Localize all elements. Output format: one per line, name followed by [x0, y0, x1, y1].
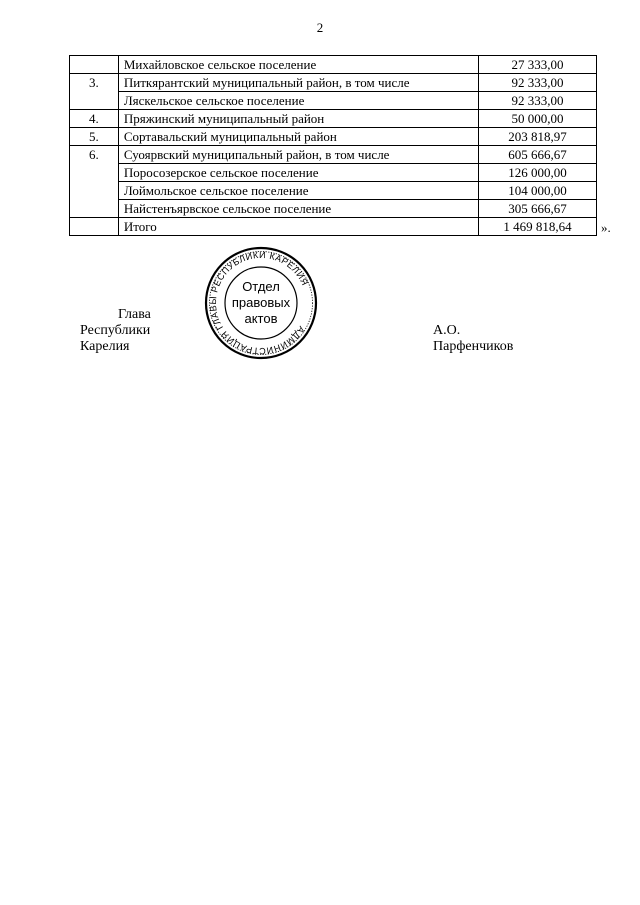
row-amount: 203 818,97: [478, 128, 596, 146]
budget-allocation-table: [69, 55, 597, 236]
row-name: Сортавальский муниципальный район: [118, 128, 478, 146]
row-amount: 305 666,67: [478, 200, 596, 218]
signatory-title-line1: Глава: [118, 307, 151, 322]
row-name: Суоярвский муниципальный район, в том числе: [118, 146, 478, 164]
row-number: [70, 218, 119, 236]
row-amount: 50 000,00: [478, 110, 596, 128]
row-number: 3.: [70, 74, 119, 110]
row-name: Питкярантский муниципальный район, в том числе: [118, 74, 478, 92]
table-row: [70, 146, 597, 164]
table-row: [70, 56, 597, 74]
row-number: 4.: [70, 110, 119, 128]
table-row: [70, 164, 597, 182]
row-amount: 104 000,00: [478, 182, 596, 200]
row-name: Михайловское сельское поселение: [118, 56, 478, 74]
table-row: [70, 74, 597, 92]
row-amount: 605 666,67: [478, 146, 596, 164]
row-amount: 126 000,00: [478, 164, 596, 182]
table-row: [70, 182, 597, 200]
stamp-center-line2: правовых: [231, 295, 291, 310]
closing-quote: ».: [601, 220, 611, 235]
page-number: 2: [316, 20, 324, 35]
stamp-center-line3: актов: [244, 311, 278, 326]
row-number: [70, 56, 119, 74]
row-number: 5.: [70, 128, 119, 146]
row-number: 6.: [70, 146, 119, 218]
row-name: Лоймольское сельское поселение: [118, 182, 478, 200]
row-name: Найстенъярвское сельское поселение: [118, 200, 478, 218]
table-row: [70, 110, 597, 128]
signatory-title-line2: Республики Карелия: [80, 323, 151, 354]
table-row: [70, 128, 597, 146]
row-amount: 92 333,00: [478, 92, 596, 110]
row-name: Пряжинский муниципальный район: [118, 110, 478, 128]
signatory-name: А.О. Парфенчиков: [433, 323, 514, 354]
row-amount: 27 333,00: [478, 56, 596, 74]
row-name: Итого: [118, 218, 478, 236]
stamp-ring-text: АДМИНИСТРАЦИЯ ГЛАВЫ РЕСПУБЛИКИ КАРЕЛИЯ: [207, 249, 311, 357]
stamp-center-line1: Отдел: [242, 279, 280, 294]
table-row-total: [70, 218, 597, 236]
table-row: [70, 92, 597, 110]
row-name: Ляскельское сельское поселение: [118, 92, 478, 110]
table-row: [70, 200, 597, 218]
official-stamp: [203, 245, 319, 361]
row-amount: 92 333,00: [478, 74, 596, 92]
row-name: Поросозерское сельское поселение: [118, 164, 478, 182]
row-amount: 1 469 818,64: [478, 218, 596, 236]
